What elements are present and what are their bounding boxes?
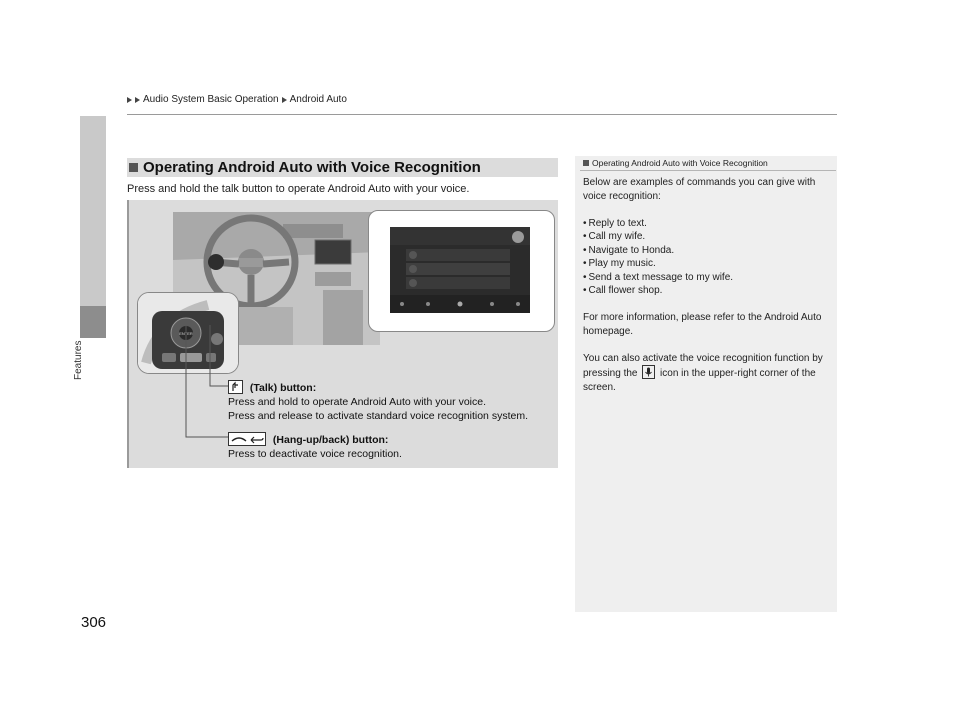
list-item: • Send a text message to my wife.	[583, 271, 833, 285]
hangup-button-description	[228, 432, 558, 461]
page-number: 306	[81, 614, 107, 631]
hangup-button-line1: Press to deactivate voice recognition.	[228, 448, 402, 460]
breadcrumb-item[interactable]: Audio System Basic Operation	[143, 94, 279, 105]
note-also	[583, 352, 833, 395]
command-list	[583, 217, 833, 298]
note-heading-text: Operating Android Auto with Voice Recognition	[592, 158, 768, 168]
side-tab-label: Features	[73, 340, 84, 380]
side-tab-active	[80, 306, 106, 338]
talk-button-line1: Press and hold to operate Android Auto with your voice.	[228, 396, 486, 408]
section-heading-bar	[127, 158, 558, 177]
note-divider	[580, 170, 836, 171]
talk-button-line2: Press and release to activate standard voice recognition system.	[228, 410, 528, 422]
breadcrumb-arrow-icon	[282, 97, 287, 103]
header-divider	[127, 114, 837, 115]
callout-lines	[127, 200, 558, 468]
list-item: • Call flower shop.	[583, 284, 833, 298]
breadcrumb	[127, 94, 347, 105]
list-item: • Play my music.	[583, 257, 833, 271]
hangup-button-title: (Hang-up/back) button:	[272, 434, 389, 446]
enter-button-label: ENTER	[179, 331, 193, 336]
note-also-post: icon in the upper-right corner of the screen.	[583, 368, 816, 393]
note-also-pre: You can also activate the voice recognition function by pressing the	[583, 352, 823, 379]
talk-button-title: (Talk) button:	[249, 382, 317, 394]
list-item: • Call my wife.	[583, 230, 833, 244]
talk-button-icon	[228, 380, 243, 394]
breadcrumb-item[interactable]: Android Auto	[289, 94, 347, 105]
microphone-icon	[642, 365, 655, 379]
note-more-info: For more information, please refer to the Android Auto homepage.	[583, 312, 822, 337]
section-square-icon	[129, 163, 138, 172]
hangup-back-icon	[228, 432, 266, 446]
list-item: • Reply to text.	[583, 217, 833, 231]
note-square-icon	[583, 160, 589, 166]
note-heading	[583, 158, 768, 168]
section-title: Operating Android Auto with Voice Recognition	[143, 159, 481, 176]
breadcrumb-arrow-icon	[135, 97, 140, 103]
breadcrumb-arrow-icon	[127, 97, 132, 103]
note-body	[583, 176, 833, 408]
section-intro: Press and hold the talk button to operate Android Auto with your voice.	[127, 183, 470, 195]
note-intro: Below are examples of commands you can give with voice recognition:	[583, 177, 816, 202]
list-item: • Navigate to Honda.	[583, 244, 833, 258]
side-tab	[80, 116, 106, 306]
talk-button-description	[228, 380, 558, 423]
